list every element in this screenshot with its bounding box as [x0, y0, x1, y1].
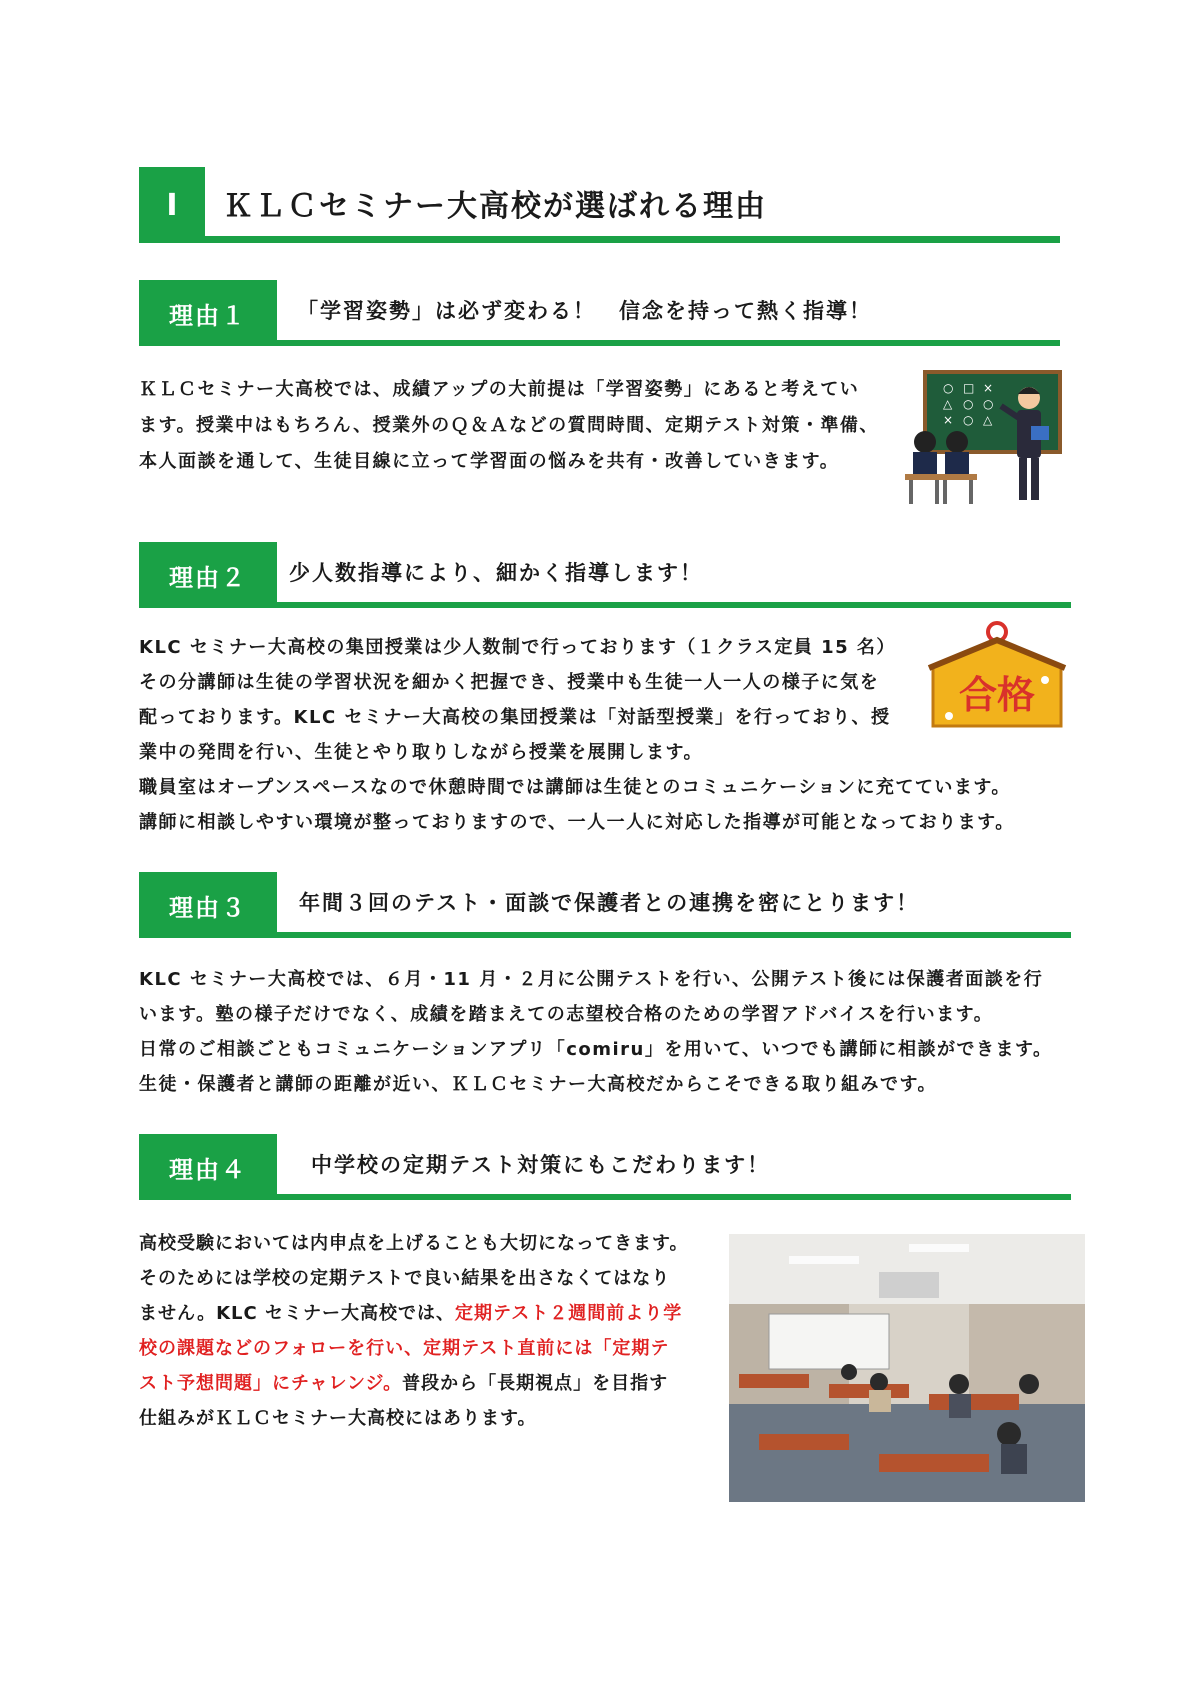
reason-4-header [139, 1134, 1071, 1200]
reason-2-tag: 理由２ [139, 542, 277, 608]
board-mark: □ [963, 381, 975, 395]
reason-2-line: 業中の発問を行い、生徒とやり取りしながら授業を展開します。 [139, 742, 704, 763]
reason-2-line: 職員室はオープンスペースなので休憩時間では講師は生徒とのコミュニケーションに充てています。 [139, 777, 1011, 798]
reason-4-text: ません。KLC セミナー大高校では、 [139, 1303, 455, 1324]
reason-3-line: KLC セミナー大高校では、６月・11 月・２月に公開テストを行い、公開テスト後には保護者面談を行 [139, 969, 1044, 990]
reason-3-line: います。塾の様子だけでなく、成績を踏まえての志望校合格のための学習アドバイスを行います。 [139, 1004, 994, 1025]
reason-2-line: その分講師は生徒の学習状況を細かく把握でき、授業中も生徒一人一人の様子に気を [139, 672, 880, 693]
reason-3-line: 生徒・保護者と講師の距離が近い、ＫＬＣセミナー大高校だからこそできる取り組みです。 [139, 1074, 938, 1095]
board-mark: × [943, 413, 954, 427]
reason-4-line: 高校受験においては内申点を上げることも大切になってきます。 [139, 1233, 689, 1254]
ema-plaque-illustration [927, 620, 1067, 730]
reason-2-title: 少人数指導により、細かく指導します！ [289, 561, 703, 585]
reason-1-header [139, 280, 1060, 346]
reason-3-title: 年間３回のテスト・面談で保護者との連携を密にとります！ [299, 891, 920, 915]
reason-3-body [139, 962, 1084, 1102]
board-mark: ○ [983, 397, 994, 411]
page-title: ＫＬＣセミナー大高校が選ばれる理由 [223, 189, 767, 224]
reason-1-body [139, 372, 899, 480]
reason-4-tag: 理由４ [139, 1134, 277, 1200]
reason-2-header [139, 542, 1071, 608]
reason-4-highlight: スト予想問題」にチャレンジ。 [139, 1373, 403, 1394]
board-mark: ○ [963, 397, 974, 411]
classroom-photo [729, 1234, 1085, 1502]
reason-4-highlight: 定期テスト２週間前より学 [454, 1303, 683, 1324]
board-mark: △ [983, 413, 993, 427]
reason-4-line: そのためには学校の定期テストで良い結果を出さなくてはなり [139, 1268, 671, 1289]
reason-2-line: KLC セミナー大高校の集団授業は少人数制で行っております（１クラス定員 15 名） [139, 637, 896, 658]
reason-3-line: 日常のご相談ごともコミュニケーションアプリ「comiru」を用いて、いつでも講師に相談ができます。 [139, 1039, 1053, 1060]
reason-1-tag: 理由１ [139, 280, 277, 346]
reason-1-line: 本人面談を通して、生徒目線に立って学習面の悩みを共有・改善していきます。 [139, 451, 840, 472]
heading-rule [205, 236, 1060, 243]
reason-4-rule [277, 1194, 1071, 1200]
reason-1-rule [277, 340, 1060, 346]
reason-4-line [139, 1366, 729, 1401]
ema-text: 合格 [958, 673, 1036, 717]
reason-1-line: ＫＬＣセミナー大高校では、成績アップの大前提は「学習姿勢」にあると考えてい [139, 379, 860, 400]
reason-3-rule [277, 932, 1071, 938]
reason-4-highlight-line: 校の課題などのフォローを行い、定期テスト直前には「定期テ [139, 1338, 670, 1359]
reason-3-header [139, 872, 1071, 938]
reason-4-text: 普段から「長期視点」を目指す [402, 1373, 669, 1394]
board-mark: × [983, 381, 994, 395]
reason-2-line: 講師に相談しやすい環境が整っておりますので、一人一人に対応した指導が可能となっております。 [139, 812, 1015, 833]
board-mark: ○ [963, 413, 974, 427]
main-heading [139, 167, 1060, 243]
reason-1-title: 「学習姿勢」は必ず変わる！ 信念を持って熱く指導！ [297, 299, 872, 323]
teacher-classroom-illustration [905, 370, 1065, 510]
board-mark: ○ [943, 381, 954, 395]
heading-number: I [139, 167, 205, 243]
reason-2-line: 配っております。KLC セミナー大高校の集団授業は「対話型授業」を行っており、授 [139, 707, 891, 728]
reason-2-rule [277, 602, 1071, 608]
reason-4-line [139, 1296, 729, 1331]
reason-3-tag: 理由３ [139, 872, 277, 938]
reason-4-body [139, 1226, 729, 1436]
reason-4-line: 仕組みがＫＬＣセミナー大高校にはあります。 [139, 1408, 537, 1429]
reason-4-title: 中学校の定期テスト対策にもこだわります！ [311, 1153, 771, 1177]
board-mark: △ [943, 397, 953, 411]
reason-1-line: ます。授業中はもちろん、授業外のＱ＆Ａなどの質問時間、定期テスト対策・準備、 [139, 415, 879, 436]
